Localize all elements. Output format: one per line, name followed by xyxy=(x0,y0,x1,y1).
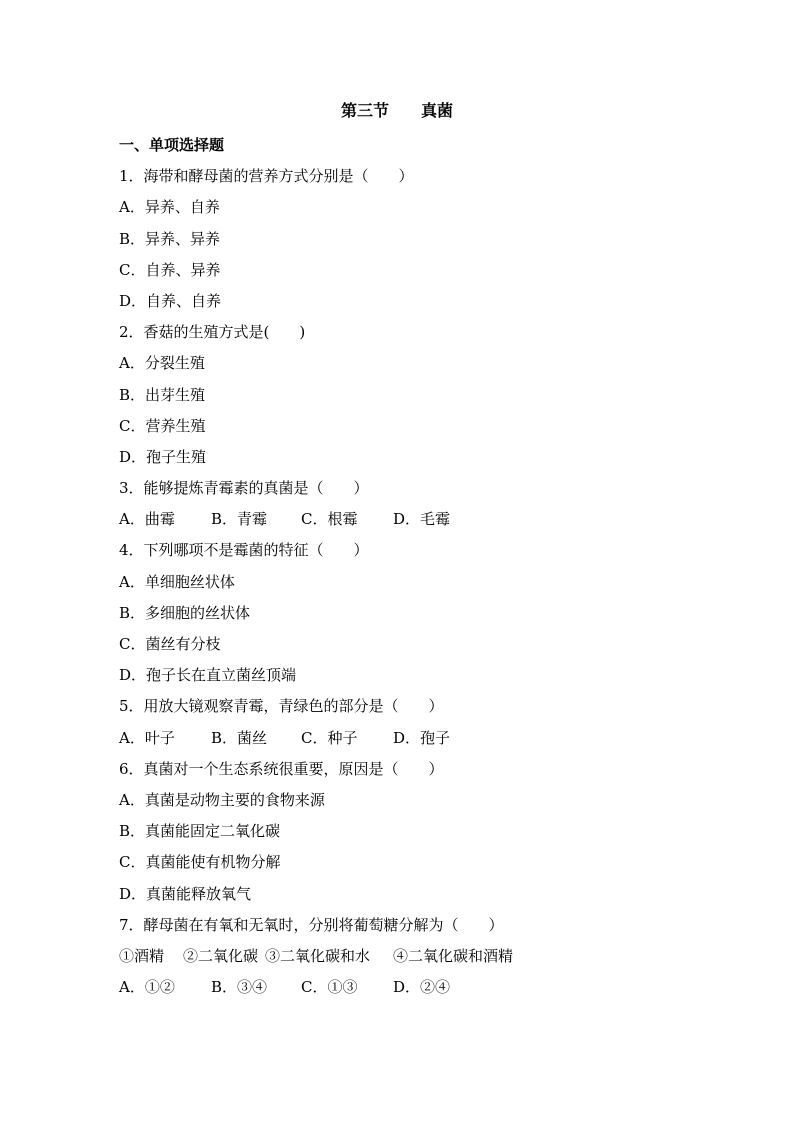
question-4-option-c: C．菌丝有分枝 xyxy=(119,635,221,653)
question-7-option-c: C．①③ xyxy=(301,978,358,997)
question-5-option-b: B．菌丝 xyxy=(211,728,268,747)
question-5-stem: 5．用放大镜观察青霉，青绿色的部分是（ ） xyxy=(119,697,444,716)
question-3-option-d: D．毛霉 xyxy=(393,510,451,529)
question-2-option-c: C．营养生殖 xyxy=(119,416,206,435)
question-5-option-a: A．叶子 xyxy=(119,728,175,747)
question-7-option-d: D．②④ xyxy=(393,978,451,997)
question-5-option-d: D．孢子 xyxy=(393,728,451,747)
question-3-stem: 3．能够提炼青霉素的真菌是（ ） xyxy=(119,479,369,498)
question-6-option-c: C．真菌能使有机物分解 xyxy=(119,853,281,872)
question-7-item-3: ③二氧化碳和水 xyxy=(265,946,371,965)
question-7-options xyxy=(119,972,679,1003)
question-7-option-b: B．③④ xyxy=(211,978,268,997)
question-7-item-2: ②二氧化碳 xyxy=(183,946,259,965)
question-7-item-4: ④二氧化碳和酒精 xyxy=(393,946,514,965)
question-3-options xyxy=(119,504,679,535)
question-1-option-b: B．异养、异养 xyxy=(119,229,221,248)
page-title: 第三节 真菌 xyxy=(340,101,453,120)
question-7-items xyxy=(119,941,679,972)
question-1-stem: 1．海带和酵母菌的营养方式分别是（ ） xyxy=(119,167,414,186)
question-1-option-d: D．自养、自养 xyxy=(119,291,222,310)
question-6-option-a: A．真菌是动物主要的食物来源 xyxy=(119,790,325,809)
question-3-option-c: C．根霉 xyxy=(301,510,358,529)
question-2-stem: 2．香菇的生殖方式是( ) xyxy=(119,323,306,342)
question-4-option-b: B．多细胞的丝状体 xyxy=(119,603,251,622)
question-4-option-a: A．单细胞丝状体 xyxy=(119,572,235,591)
question-3-option-b: B．青霉 xyxy=(211,510,268,529)
question-5-option-c: C．种子 xyxy=(301,728,358,747)
question-1-option-a: A．异养、自养 xyxy=(119,198,220,217)
question-7-option-a: A．①② xyxy=(119,978,175,997)
question-7-stem: 7．酵母菌在有氧和无氧时，分别将葡萄糖分解为（ ） xyxy=(119,915,504,934)
question-2-option-a: A．分裂生殖 xyxy=(119,354,205,373)
question-2-option-b: B．出芽生殖 xyxy=(119,385,206,404)
question-6-option-d: D．真菌能释放氧气 xyxy=(119,884,252,903)
question-3-option-a: A．曲霉 xyxy=(119,510,175,529)
question-list xyxy=(119,130,679,1003)
question-2-option-d: D．孢子生殖 xyxy=(119,447,207,466)
question-1-option-c: C．自养、异养 xyxy=(119,260,221,279)
question-4-option-d: D．孢子长在直立菌丝顶端 xyxy=(119,666,297,685)
section-heading: 一、单项选择题 xyxy=(119,136,225,154)
question-4-stem: 4．下列哪项不是霉菌的特征（ ） xyxy=(119,541,369,560)
question-7-item-1: ①酒精 xyxy=(119,946,165,965)
question-5-options xyxy=(119,723,679,754)
question-6-option-b: B．真菌能固定二氧化碳 xyxy=(119,822,281,841)
question-6-stem: 6．真菌对一个生态系统很重要，原因是（ ） xyxy=(119,759,444,778)
